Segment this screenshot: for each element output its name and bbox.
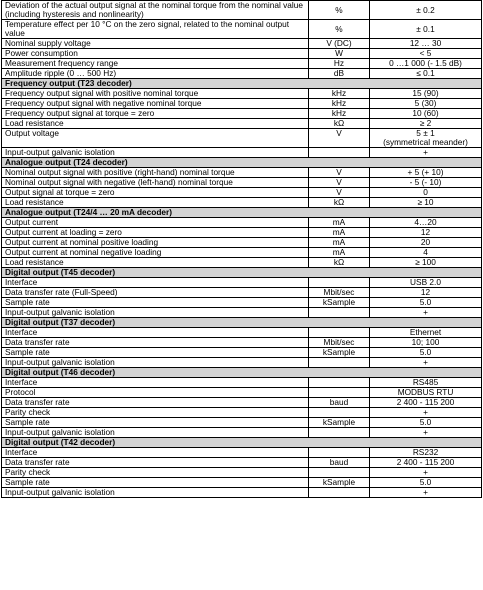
table-row	[2, 468, 482, 478]
value-note: (symmetrical meander)	[383, 137, 468, 147]
value-cell: +	[370, 148, 482, 158]
table-row	[2, 198, 482, 208]
value-cell: 4	[370, 248, 482, 258]
section-header-row	[2, 79, 482, 89]
unit-cell: V	[309, 178, 370, 188]
value-cell: +	[370, 408, 482, 418]
unit-cell: %	[309, 1, 370, 20]
unit-cell: mA	[309, 228, 370, 238]
parameter-cell: Output current at nominal positive loading	[2, 238, 309, 248]
parameter-cell: Output voltage	[2, 129, 309, 148]
parameter-cell: Interface	[2, 448, 309, 458]
table-row	[2, 258, 482, 268]
unit-cell	[309, 328, 370, 338]
parameter-cell: Output current at loading = zero	[2, 228, 309, 238]
value-cell: ≥ 100	[370, 258, 482, 268]
table-row	[2, 218, 482, 228]
table-row	[2, 338, 482, 348]
section-header-row	[2, 268, 482, 278]
table-row	[2, 378, 482, 388]
section-title: Digital output (T42 decoder)	[2, 438, 482, 448]
section-header-row	[2, 158, 482, 168]
value-cell: 12	[370, 228, 482, 238]
unit-cell: kSample	[309, 418, 370, 428]
unit-cell: V	[309, 129, 370, 148]
parameter-cell: Frequency output signal with negative nominal torque	[2, 99, 309, 109]
parameter-cell: Load resistance	[2, 119, 309, 129]
unit-cell: kΩ	[309, 198, 370, 208]
parameter-cell: Protocol	[2, 388, 309, 398]
value-cell: USB 2.0	[370, 278, 482, 288]
table-row	[2, 448, 482, 458]
parameter-cell: Sample rate	[2, 478, 309, 488]
parameter-cell: Sample rate	[2, 418, 309, 428]
table-row	[2, 238, 482, 248]
value-cell: - 5 (- 10)	[370, 178, 482, 188]
unit-cell: Mbit/sec	[309, 338, 370, 348]
unit-cell: kSample	[309, 298, 370, 308]
unit-cell: kHz	[309, 89, 370, 99]
unit-cell	[309, 278, 370, 288]
parameter-cell: Load resistance	[2, 198, 309, 208]
table-row	[2, 178, 482, 188]
value-cell: 5 (30)	[370, 99, 482, 109]
unit-cell	[309, 448, 370, 458]
specifications-table-body	[2, 1, 482, 498]
unit-cell: W	[309, 49, 370, 59]
parameter-cell: Sample rate	[2, 298, 309, 308]
parameter-cell: Interface	[2, 378, 309, 388]
parameter-cell: Data transfer rate	[2, 458, 309, 468]
table-row	[2, 89, 482, 99]
parameter-cell: Interface	[2, 328, 309, 338]
value-cell: 5.0	[370, 298, 482, 308]
table-row	[2, 228, 482, 238]
table-row	[2, 398, 482, 408]
value-line: 5 ± 1	[416, 128, 435, 138]
value-cell	[370, 129, 482, 148]
unit-cell: mA	[309, 238, 370, 248]
value-cell: MODBUS RTU	[370, 388, 482, 398]
parameter-cell: Frequency output signal at torque = zero	[2, 109, 309, 119]
unit-cell	[309, 468, 370, 478]
unit-cell: kΩ	[309, 258, 370, 268]
table-row	[2, 478, 482, 488]
unit-cell	[309, 488, 370, 498]
spec-sheet	[1, 0, 482, 498]
parameter-cell: Nominal supply voltage	[2, 39, 309, 49]
unit-cell: dB	[309, 69, 370, 79]
table-row	[2, 288, 482, 298]
unit-cell: Hz	[309, 59, 370, 69]
table-row	[2, 49, 482, 59]
parameter-cell: Output current at nominal negative loading	[2, 248, 309, 258]
unit-cell: V	[309, 188, 370, 198]
parameter-cell: Input-output galvanic isolation	[2, 148, 309, 158]
section-title: Digital output (T37 decoder)	[2, 318, 482, 328]
value-cell: ≤ 0.1	[370, 69, 482, 79]
table-row	[2, 348, 482, 358]
section-title: Analogue output (T24 decoder)	[2, 158, 482, 168]
parameter-cell: Data transfer rate	[2, 398, 309, 408]
value-cell: ≥ 2	[370, 119, 482, 129]
unit-cell	[309, 308, 370, 318]
table-row	[2, 328, 482, 338]
parameter-cell: Power consumption	[2, 49, 309, 59]
value-cell: ≥ 10	[370, 198, 482, 208]
value-cell: Ethernet	[370, 328, 482, 338]
value-cell: ± 0.2	[370, 1, 482, 20]
value-cell: +	[370, 358, 482, 368]
parameter-cell: Parity check	[2, 468, 309, 478]
unit-cell: baud	[309, 458, 370, 468]
section-title: Frequency output (T23 decoder)	[2, 79, 482, 89]
value-cell: 5.0	[370, 478, 482, 488]
unit-cell	[309, 388, 370, 398]
specifications-table	[1, 0, 482, 498]
parameter-cell: Output signal at torque = zero	[2, 188, 309, 198]
parameter-cell: Data transfer rate (Full-Speed)	[2, 288, 309, 298]
table-row	[2, 358, 482, 368]
table-row	[2, 408, 482, 418]
unit-cell: %	[309, 20, 370, 39]
parameter-cell: Input-output galvanic isolation	[2, 488, 309, 498]
value-cell: +	[370, 428, 482, 438]
table-row	[2, 148, 482, 158]
value-cell: 2 400 - 115 200	[370, 458, 482, 468]
value-cell: RS485	[370, 378, 482, 388]
unit-cell: kSample	[309, 478, 370, 488]
unit-cell: kΩ	[309, 119, 370, 129]
value-cell: 10 (60)	[370, 109, 482, 119]
section-header-row	[2, 368, 482, 378]
table-row	[2, 39, 482, 49]
value-cell: + 5 (+ 10)	[370, 168, 482, 178]
unit-cell	[309, 148, 370, 158]
parameter-cell: Data transfer rate	[2, 338, 309, 348]
value-cell: 12	[370, 288, 482, 298]
value-cell: +	[370, 308, 482, 318]
table-row	[2, 20, 482, 39]
unit-cell: kHz	[309, 109, 370, 119]
table-row	[2, 298, 482, 308]
unit-cell: V	[309, 168, 370, 178]
table-row	[2, 168, 482, 178]
value-cell: 0 …1 000 (- 1.5 dB)	[370, 59, 482, 69]
value-cell: < 5	[370, 49, 482, 59]
value-cell: 15 (90)	[370, 89, 482, 99]
section-header-row	[2, 438, 482, 448]
table-row	[2, 308, 482, 318]
table-row	[2, 109, 482, 119]
unit-cell: V (DC)	[309, 39, 370, 49]
parameter-cell: Output current	[2, 218, 309, 228]
table-row	[2, 458, 482, 468]
unit-cell: mA	[309, 218, 370, 228]
unit-cell	[309, 408, 370, 418]
table-row	[2, 278, 482, 288]
parameter-cell: Load resistance	[2, 258, 309, 268]
unit-cell: mA	[309, 248, 370, 258]
parameter-cell: Sample rate	[2, 348, 309, 358]
value-cell: 0	[370, 188, 482, 198]
parameter-cell: Amplitude ripple (0 … 500 Hz)	[2, 69, 309, 79]
parameter-cell: Parity check	[2, 408, 309, 418]
parameter-cell: Measurement frequency range	[2, 59, 309, 69]
parameter-cell: Nominal output signal with positive (right-hand) nominal torque	[2, 168, 309, 178]
section-title: Digital output (T45 decoder)	[2, 268, 482, 278]
value-cell: RS232	[370, 448, 482, 458]
value-cell: 12 … 30	[370, 39, 482, 49]
unit-cell	[309, 358, 370, 368]
value-cell: 20	[370, 238, 482, 248]
parameter-cell: Frequency output signal with positive nominal torque	[2, 89, 309, 99]
unit-cell	[309, 378, 370, 388]
parameter-cell: Interface	[2, 278, 309, 288]
section-title: Digital output (T46 decoder)	[2, 368, 482, 378]
parameter-cell: Temperature effect per 10 °C on the zero signal, related to the nominal output value	[2, 20, 309, 39]
section-title: Analogue output (T24/4 … 20 mA decoder)	[2, 208, 482, 218]
value-cell: 5.0	[370, 418, 482, 428]
parameter-cell: Input-output galvanic isolation	[2, 428, 309, 438]
value-cell: 5.0	[370, 348, 482, 358]
parameter-cell: Input-output galvanic isolation	[2, 358, 309, 368]
table-row	[2, 388, 482, 398]
unit-cell: kSample	[309, 348, 370, 358]
unit-cell: kHz	[309, 99, 370, 109]
unit-cell: baud	[309, 398, 370, 408]
table-row	[2, 129, 482, 148]
value-cell: ± 0.1	[370, 20, 482, 39]
table-row	[2, 59, 482, 69]
unit-cell	[309, 428, 370, 438]
table-row	[2, 99, 482, 109]
table-row	[2, 69, 482, 79]
table-row	[2, 1, 482, 20]
unit-cell: Mbit/sec	[309, 288, 370, 298]
value-cell: 2 400 - 115 200	[370, 398, 482, 408]
parameter-cell: Input-output galvanic isolation	[2, 308, 309, 318]
table-row	[2, 418, 482, 428]
table-row	[2, 248, 482, 258]
section-header-row	[2, 208, 482, 218]
parameter-cell: Deviation of the actual output signal at the nominal torque from the nominal value (including hysteresis and nonlinearity)	[2, 1, 309, 20]
table-row	[2, 428, 482, 438]
parameter-cell: Nominal output signal with negative (left-hand) nominal torque	[2, 178, 309, 188]
value-cell: 10; 100	[370, 338, 482, 348]
table-row	[2, 119, 482, 129]
value-cell: +	[370, 488, 482, 498]
value-cell: +	[370, 468, 482, 478]
value-cell: 4…20	[370, 218, 482, 228]
table-row	[2, 188, 482, 198]
section-header-row	[2, 318, 482, 328]
table-row	[2, 488, 482, 498]
